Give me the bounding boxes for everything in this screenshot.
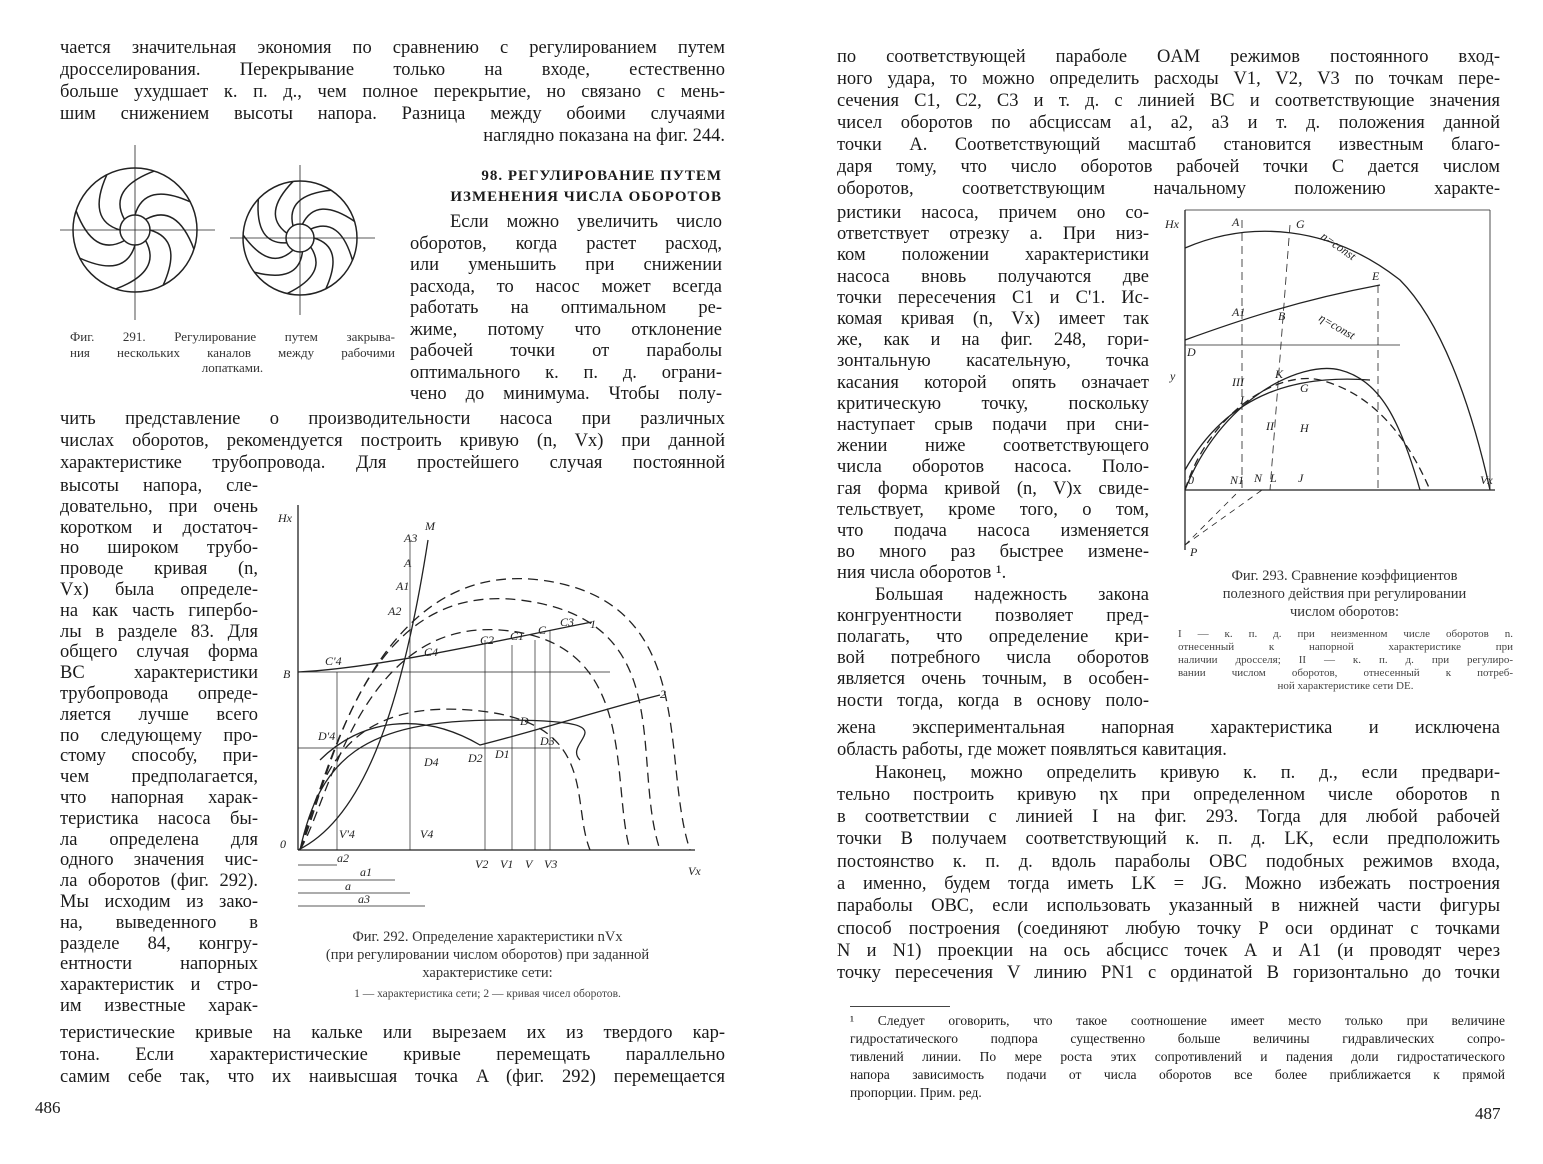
text-line: работать на оптимальном ре- — [410, 298, 722, 318]
fig292-label: C'4 — [325, 654, 342, 668]
fig292-label: a3 — [358, 892, 370, 906]
fig292-label: D — [520, 714, 529, 728]
text-line: ристики насоса, причем оно со- — [837, 203, 1149, 223]
fig292-label: V1 — [500, 857, 514, 871]
fig293-label: N — [1254, 471, 1263, 485]
text-line: чено до минимума. Чтобы полу- — [410, 384, 722, 404]
fig292-label: a — [345, 879, 351, 893]
text-line: ной характеристике сети DE. — [1277, 680, 1414, 692]
text-line: I — к. п. д. при неизменном числе оборотов n. — [1178, 628, 1513, 640]
fig293-label: B — [1278, 309, 1286, 323]
text-line: ответствует отрезку a. При низ- — [837, 224, 1149, 245]
fig293-label: K — [1275, 367, 1284, 381]
fig293-label: P — [1190, 545, 1198, 559]
text-line: постоянство к. п. д. вдоль параболы OBC подобных режимов входа, — [837, 851, 1500, 872]
text-line: вании числом оборотов, отнесенный к потреб- — [1178, 667, 1513, 679]
fig292-label: M — [425, 519, 435, 533]
fig291-impeller-right — [230, 165, 375, 315]
text-line: ла оборотов (фиг. 292). — [60, 871, 258, 892]
text-line: по следующему про- — [60, 725, 258, 746]
text-line: сечения C1, C2, C3 и т. д. с линией BC и соответствующие значения — [837, 91, 1500, 111]
text-line: тивлений линии. По мере роста этих сопротивлений и падения доли гидростатического — [850, 1049, 1505, 1064]
text-line: гая форма кривой (n, V)x свиде- — [837, 478, 1149, 499]
impeller-vane — [120, 171, 154, 219]
fig292-label: C1 — [510, 629, 525, 643]
fig293-label: E — [1372, 269, 1380, 283]
text-line: высоты напора, сле- — [60, 476, 258, 496]
text-line: самим себе так, что их наивысшая точка A (фиг. 292) перемещается — [60, 1067, 725, 1087]
text-line: Мы исходим из зако- — [60, 891, 258, 912]
fig293-label: G — [1296, 217, 1305, 231]
text-line: разделе 84, конгру- — [60, 933, 258, 954]
text-line: характеристик и стро- — [60, 975, 258, 996]
fig292-label: B — [283, 667, 291, 681]
text-line: расхода, то насос может всегда — [410, 276, 722, 297]
text-line: стому способу, при- — [60, 746, 258, 767]
fig292-label: a1 — [360, 865, 372, 879]
text-line: Если можно увеличить число — [450, 212, 722, 232]
text-line: точки A. Соответствующий масштаб становится известным благо- — [837, 135, 1500, 155]
impeller-vane — [146, 215, 194, 249]
text-line: пропорции. Прим. ред. — [850, 1085, 982, 1100]
fig292-label: D3 — [540, 734, 555, 748]
fig293-label: Hx — [1165, 217, 1179, 231]
text-line: Фиг. 293. Сравнение коэффициентов — [1231, 568, 1458, 584]
text-line: Фиг. 292. Определение характеристики nVx — [352, 929, 623, 945]
text-line: комая кривая (n, Vx) имеет так — [837, 309, 1149, 330]
text-line: но широком трубо- — [60, 538, 258, 559]
fig292-label: A3 — [404, 531, 418, 545]
text-line: проводе кривая (n, — [60, 559, 258, 580]
fig293-label: J — [1298, 471, 1304, 485]
impeller-vane — [258, 199, 287, 243]
text-line: числах оборотов, рекомендуется построить кривую (n, Vx) при данной — [60, 431, 725, 451]
text-line: даря тому, что число оборотов рабочей точки C дается числом — [837, 157, 1500, 177]
fig293-label: n=const — [1318, 228, 1359, 264]
fig293-label: I — [1240, 393, 1244, 407]
text-line: жении ниже соответствующего — [837, 436, 1149, 457]
fig292-label: C — [538, 623, 547, 637]
text-line: способ построения (соединяют любую точку P оси ординат с точками — [837, 918, 1500, 939]
text-line: чем предполагается, — [60, 767, 258, 788]
text-line: что подача насоса изменяется — [837, 521, 1149, 542]
text-line: насоса вновь получаются две — [837, 266, 1149, 287]
fig293-label: L — [1270, 471, 1277, 485]
fig292-label: Hx — [278, 511, 292, 525]
text-line: оптимального к. п. д. ограни- — [410, 362, 722, 383]
fig293-label: A — [1232, 215, 1240, 229]
fig292-label: D'4 — [318, 729, 336, 743]
fig293-label: 0 — [1188, 473, 1194, 487]
text-line: отнесенный к напорной характеристике при — [1178, 641, 1513, 653]
fig292-label: D4 — [424, 755, 439, 769]
text-line: числа оборотов насоса. Поло- — [837, 457, 1149, 478]
text-line: Большая надежность закона — [875, 584, 1149, 605]
text-line: теристические кривые на кальке или вырезаем их из твердого кар- — [60, 1023, 725, 1043]
fig293-label: N1 — [1230, 473, 1245, 487]
text-line: Наконец, можно определить кривую к. п. д., если предвари- — [875, 762, 1500, 783]
text-line: точки B получаем соответствующий к. п. д. LK, если предположить — [837, 829, 1500, 850]
fig292-label: 2 — [660, 687, 666, 701]
text-line: касания которой опять означает — [837, 372, 1149, 393]
text-line: лы в разделе 83. Для — [60, 621, 258, 642]
text-line: Vx) была определе- — [60, 579, 258, 600]
text-line: на, выведенного в — [60, 912, 258, 933]
impeller-vane — [135, 194, 190, 215]
text-line: тона. Если характеристические кривые перемещать параллельно — [60, 1045, 725, 1065]
fig293-label: III — [1232, 375, 1244, 389]
fig292-label: D2 — [468, 751, 483, 765]
text-line: чается значительная экономия по сравнению с регулированием путем — [60, 38, 725, 58]
fig292-label: A — [404, 556, 412, 570]
text-line: оборотов, когда растет расход, — [410, 233, 722, 254]
impeller-vane — [99, 175, 120, 230]
fig293-label: A1 — [1232, 305, 1246, 319]
text-line: числом оборотов: — [1290, 604, 1399, 620]
text-line: вой потребного числа оборотов — [837, 648, 1149, 669]
text-line: критическую точку, поскольку — [837, 393, 1149, 414]
fig292-label: Vx — [688, 864, 701, 878]
text-line: параболы OBC, если использовать указанный в нижней части фигуры — [837, 896, 1500, 917]
fig292-label: V3 — [544, 857, 558, 871]
text-line: больше ухудшает к. п. д., чем полное перекрытие, но связано с мень- — [60, 82, 725, 102]
fig291-impeller-left — [60, 145, 215, 320]
text-line: же, как и на фиг. 248, гори- — [837, 330, 1149, 351]
text-line: во много раз быстрее измене- — [837, 542, 1149, 563]
text-line: наличии дросселя; II — к. п. д. при регулиро- — [1178, 654, 1513, 666]
text-line: точку пересечения V линию PN1 с ординатой B горизонтально до точки — [837, 963, 1500, 984]
text-line: N и N1) проекции на ось абсцисс точек A и A1 (и проводят через — [837, 940, 1500, 961]
fig293-label: G — [1300, 381, 1309, 395]
fig292-label: 1 — [590, 617, 596, 631]
text-line: тельно построить кривую ηx при определенном числе оборотов n — [837, 784, 1500, 805]
fig293-label: η=const — [1316, 310, 1358, 343]
impeller-vane — [80, 245, 135, 266]
text-line: ного удара, то можно определить расходы V1, V2, V3 по точкам пере- — [837, 69, 1500, 89]
impeller-vane — [292, 190, 331, 226]
text-line: Фиг. 291. Регулирование путем закрыва- — [70, 329, 395, 344]
text-line: ния нескольких каналов между рабочими — [70, 344, 395, 360]
text-line: ляется лучше всего — [60, 704, 258, 725]
text-line: ИЗМЕНЕНИЯ ЧИСЛА ОБОРОТОВ — [450, 189, 722, 205]
fig292-label: V2 — [475, 857, 489, 871]
fig292-diagram — [298, 505, 695, 906]
impeller-vane — [254, 252, 302, 275]
text-line: общего случая форма — [60, 642, 258, 663]
fig293-label: Vx — [1480, 473, 1493, 487]
impeller-vane — [150, 230, 171, 285]
text-line: BC характеристики — [60, 663, 258, 684]
text-line: довательно, при очень — [60, 496, 258, 517]
text-line: полагать, что определение кри- — [837, 627, 1149, 648]
text-line: оборотов, соответствующим начальному положению характе- — [837, 179, 1500, 199]
impeller-vane — [116, 241, 150, 289]
text-line: шим снижением высоты напора. Разница между обоими случаями — [60, 104, 725, 124]
text-line: ния числа оборотов ¹. — [837, 563, 1007, 584]
text-line: область работы, где может появляться кавитация. — [837, 740, 1227, 761]
text-line: на как часть гипербо- — [60, 600, 258, 621]
text-line: трубопровода опреде- — [60, 683, 258, 704]
text-line: лопатками. — [201, 360, 264, 375]
text-line: ¹ Следует оговорить, что такое соотношение имеет место только при величине — [850, 1013, 1505, 1028]
text-line: тельствует, кроме того, о том, — [837, 499, 1149, 520]
text-line: жиме, потому что отклонение — [410, 319, 722, 340]
text-line: коротком и достаточ- — [60, 517, 258, 538]
text-line: по соответствующей параболе OAM режимов постоянного вход- — [837, 47, 1500, 67]
fig293-labels — [1164, 215, 1493, 559]
text-line: точки пересечения C1 и C'1. Ис- — [837, 287, 1149, 308]
text-line: ком положении характеристики — [837, 245, 1149, 266]
text-line: характеристике сети: — [422, 965, 553, 981]
text-line: им известные харак- — [60, 995, 258, 1016]
text-line: одного значения чис- — [60, 850, 258, 871]
text-line: чисел оборотов по абсциссам a1, a2, a3 и т. д. положения данной — [837, 113, 1500, 133]
text-line: ентности напорных — [60, 954, 258, 975]
fig292-label: C3 — [560, 615, 575, 629]
text-line: или уменьшить при снижении — [410, 255, 722, 275]
text-line: зонтальную касательную, точка — [837, 351, 1149, 372]
text-line: жена экспериментальная напорная характеристика и исключена — [837, 718, 1500, 738]
text-line: теристика насоса бы- — [60, 808, 258, 829]
text-line: полезного действия при регулировании — [1222, 586, 1467, 602]
text-line: конгруентности позволяет пред- — [837, 605, 1149, 626]
impeller-vane — [76, 211, 124, 245]
text-line: ла определена для — [60, 829, 258, 850]
fig292-label: D1 — [495, 747, 510, 761]
fig292-label: a2 — [337, 851, 349, 865]
left-top-paragraph-end: наглядно показана на фиг. 244. — [483, 126, 725, 146]
fig292-label: 0 — [280, 837, 286, 851]
fig292-labels — [277, 511, 701, 906]
fig292-legend: 1 — характеристика сети; 2 — кривая чисел оборотов. — [354, 988, 621, 1000]
text-line: гидростатического подпора существенно больше величины гидравлических сопро- — [850, 1031, 1505, 1046]
text-line: ности тогда, когда в основу поло- — [837, 690, 1149, 711]
text-line: напора зависимость подачи от числа оборотов все более приближается к прямой — [850, 1067, 1505, 1082]
text-line: а именно, будем тогда иметь LK = JG. Можно избежать построения — [837, 874, 1500, 895]
fig292-label: A1 — [396, 579, 410, 593]
text-line: дросселирования. Перекрывание только на входе, естественно — [60, 60, 725, 80]
text-line: 98. РЕГУЛИРОВАНИЕ ПУТЕМ — [481, 168, 722, 184]
fig293-label: II — [1266, 419, 1274, 433]
fig293-label: H — [1300, 421, 1309, 435]
text-line: рабочей точки от параболы — [410, 341, 722, 361]
text-line: наступает срыв подачи при сни- — [837, 415, 1149, 436]
text-line: является очень точным, в особен- — [837, 669, 1149, 690]
fig292-label: A2 — [388, 604, 402, 618]
fig292-label: V'4 — [339, 827, 355, 841]
fig292-label: V — [525, 857, 533, 871]
impeller-vane — [314, 238, 333, 289]
fig292-label: C2 — [480, 633, 495, 647]
page-number-right: 487 — [1475, 1104, 1501, 1123]
fig292-label: V4 — [420, 827, 434, 841]
text-line: в соответствии с линией I на фиг. 293. Тогда для любой рабочей — [837, 807, 1500, 828]
text-line: (при регулировании числом оборотов) при заданной — [325, 947, 650, 963]
fig293-label: D — [1187, 345, 1196, 359]
text-line: характеристике трубопровода. Для простейшего случая постоянной — [60, 453, 725, 473]
text-line: что напорная харак- — [60, 787, 258, 808]
fig293-label: y — [1170, 369, 1176, 383]
impeller-vane — [275, 181, 293, 233]
text-line: чить представление о производительности насоса при различных — [60, 409, 725, 429]
page-number-left: 486 — [35, 1098, 61, 1117]
impeller-vane — [302, 209, 354, 224]
fig292-label: C4 — [424, 645, 439, 659]
